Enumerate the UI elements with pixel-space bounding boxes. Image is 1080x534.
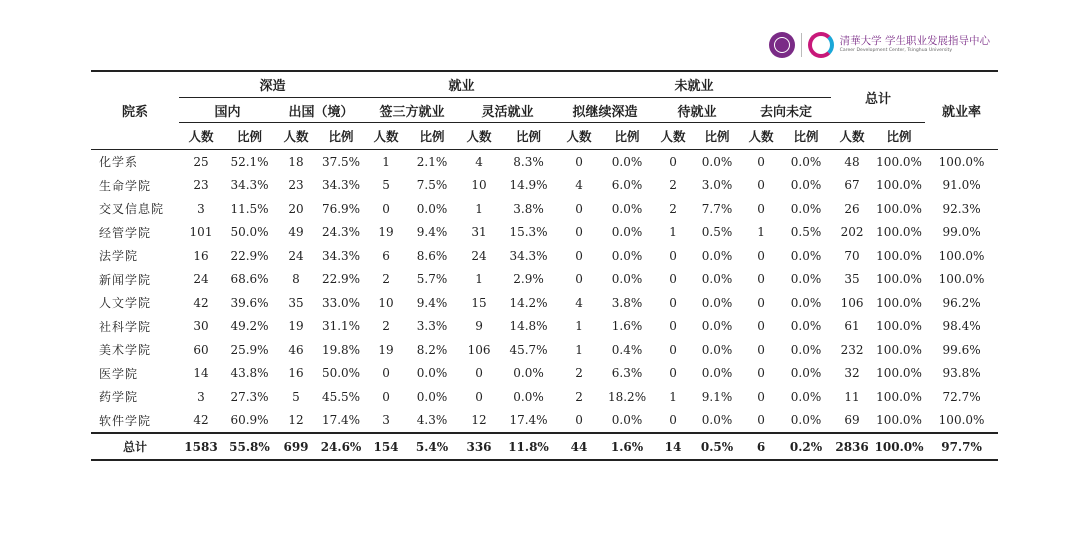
table-cell: 0 [475, 389, 483, 404]
table-cell: 9.4% [416, 295, 448, 310]
header-ratio: 比例 [704, 129, 730, 144]
table-cell: 100.0% [876, 248, 922, 263]
header-undecided: 去向未定 [741, 98, 831, 123]
table-cell: 100.0% [876, 366, 922, 381]
table-cell: 8.6% [416, 248, 448, 263]
table-cell: 3.0% [701, 178, 733, 193]
table-cell: 2.1% [416, 154, 448, 169]
dept-name: 医学院 [99, 366, 139, 381]
table-cell: 4 [475, 154, 483, 169]
table-cell: 24.3% [321, 225, 361, 240]
header-ratio: 比例 [516, 129, 542, 144]
header-count: 人数 [283, 129, 309, 144]
table-cell: 7.7% [701, 201, 733, 216]
total-cell: 1.6% [610, 439, 644, 454]
total-label: 总计 [122, 440, 147, 454]
table-cell: 9 [475, 319, 483, 334]
table-cell: 19 [378, 225, 394, 240]
table-cell: 11.5% [230, 201, 269, 216]
table-cell: 0.0% [611, 201, 643, 216]
table-cell: 100.0% [876, 178, 922, 193]
total-cell: 5.4% [415, 439, 449, 454]
table-cell: 0 [575, 201, 583, 216]
table-cell: 3.8% [513, 201, 544, 216]
dept-name: 法学院 [99, 249, 139, 264]
table-cell: 98.4% [942, 319, 981, 334]
table-cell: 8.3% [513, 154, 544, 169]
table-cell: 14.2% [509, 295, 548, 310]
table-cell: 2 [669, 201, 677, 216]
table-cell: 0.0% [790, 389, 822, 404]
header-total: 总计 [831, 71, 925, 123]
dept-name: 软件学院 [99, 413, 152, 428]
table-cell: 1 [475, 201, 483, 216]
table-cell: 19.8% [321, 342, 361, 357]
table-cell: 9.1% [701, 389, 733, 404]
table-cell: 0.0% [790, 272, 822, 287]
header-ratio: 比例 [419, 129, 445, 144]
table-cell: 100.0% [876, 225, 922, 240]
table-cell: 100.0% [938, 248, 985, 263]
table-cell: 14.8% [509, 319, 548, 334]
table-cell: 91.0% [942, 178, 981, 193]
table-cell: 22.9% [230, 248, 269, 263]
table-cell: 0.0% [701, 366, 733, 381]
dept-name: 社科学院 [99, 319, 152, 334]
table-cell: 0 [757, 154, 765, 169]
career-center-mark-icon [808, 32, 834, 58]
table-cell: 48 [844, 154, 860, 169]
table-cell: 4 [575, 295, 583, 310]
table-cell: 26 [844, 201, 860, 216]
dept-name: 经管学院 [99, 225, 152, 240]
table-cell: 18 [288, 154, 304, 169]
logo-en: Career Development Center, Tsinghua University [839, 47, 953, 53]
table-cell: 46 [288, 342, 304, 357]
table-cell: 0.0% [701, 342, 733, 357]
table-cell: 34.3% [509, 248, 548, 263]
dept-name: 新闻学院 [99, 272, 152, 287]
table-cell: 2 [575, 366, 583, 381]
table-cell: 6 [382, 248, 390, 263]
header-ratio: 比例 [236, 129, 262, 144]
table-cell: 3 [197, 201, 205, 216]
total-cell: 97.7% [941, 439, 982, 454]
table-cell: 106 [840, 295, 864, 310]
table-cell: 0.0% [416, 366, 448, 381]
table-cell: 0.0% [790, 154, 822, 169]
header-ratio: 比例 [328, 129, 354, 144]
table-cell: 6.0% [611, 178, 643, 193]
header-domestic: 国内 [179, 98, 276, 123]
table-cell: 100.0% [876, 342, 922, 357]
table-cell: 25 [193, 154, 209, 169]
table-cell: 39.6% [230, 295, 269, 310]
total-cell: 699 [283, 439, 309, 454]
table-cell: 99.6% [942, 342, 981, 357]
table-cell: 0 [575, 225, 583, 240]
table-cell: 34.3% [321, 248, 361, 263]
table-cell: 31.1% [321, 319, 361, 334]
table-cell: 3 [197, 389, 205, 404]
table-cell: 100.0% [938, 154, 985, 169]
table-cell: 24 [288, 248, 304, 263]
table-cell: 92.3% [942, 201, 981, 216]
table-cell: 0 [575, 154, 583, 169]
table-cell: 101 [189, 225, 213, 240]
header-count: 人数 [566, 129, 592, 144]
table-cell: 9.4% [416, 225, 448, 240]
table-cell: 5 [382, 178, 390, 193]
header-count: 人数 [188, 129, 214, 144]
table-cell: 70 [844, 248, 860, 263]
table-cell: 0 [382, 389, 390, 404]
table-cell: 100.0% [876, 389, 922, 404]
table-row [91, 221, 998, 245]
table-cell: 1 [669, 225, 677, 240]
table-cell: 45.7% [509, 342, 548, 357]
table-cell: 42 [193, 413, 209, 428]
table-cell: 0 [757, 201, 765, 216]
table-cell: 0 [757, 295, 765, 310]
table-cell: 19 [378, 342, 394, 357]
total-cell: 55.8% [229, 439, 270, 454]
table-cell: 2.9% [513, 272, 544, 287]
dept-name: 交叉信息院 [99, 202, 165, 217]
table-cell: 37.5% [321, 154, 361, 169]
table-cell: 0.0% [701, 319, 733, 334]
table-cell: 0.0% [701, 295, 733, 310]
header-unemployed: 未就业 [557, 71, 831, 98]
logo-zh: 清華大学 学生职业发展指导中心 [839, 35, 990, 48]
table-cell: 0.0% [790, 201, 822, 216]
table-cell: 0.0% [611, 272, 643, 287]
table-cell: 0 [757, 366, 765, 381]
header-count: 人数 [748, 129, 774, 144]
table-cell: 19 [288, 319, 304, 334]
table-cell: 68.6% [230, 272, 269, 287]
header-count: 人数 [839, 129, 865, 144]
table-cell: 0.0% [790, 295, 822, 310]
table-cell: 16 [193, 248, 209, 263]
table-row [91, 362, 998, 386]
table-row [91, 338, 998, 362]
table-cell: 31 [471, 225, 487, 240]
table-cell: 0 [669, 319, 677, 334]
table-cell: 96.2% [942, 295, 981, 310]
table-cell: 33.0% [321, 295, 361, 310]
table-cell: 0.0% [790, 248, 822, 263]
dept-name: 美术学院 [99, 343, 152, 358]
table-cell: 0 [575, 248, 583, 263]
table-cell: 14.9% [509, 178, 548, 193]
table-cell: 100.0% [938, 272, 985, 287]
table-row [91, 197, 998, 221]
table-cell: 50.0% [321, 366, 361, 381]
table-cell: 5 [292, 389, 300, 404]
table-cell: 6.3% [611, 366, 643, 381]
table-cell: 0.0% [790, 342, 822, 357]
header-abroad: 出国（境） [276, 98, 366, 123]
table-cell: 0 [757, 319, 765, 334]
total-cell: 100.0% [874, 439, 924, 454]
table-cell: 1 [382, 154, 390, 169]
table-cell: 49.2% [230, 319, 269, 334]
table-cell: 0.0% [790, 178, 822, 193]
table-cell: 35 [844, 272, 860, 287]
table-cell: 0 [757, 178, 765, 193]
table-cell: 22.9% [321, 272, 361, 287]
logo-divider [801, 33, 802, 57]
table-cell: 42 [193, 295, 209, 310]
header-further-study: 深造 [179, 71, 366, 98]
total-cell: 11.8% [508, 439, 549, 454]
table-cell: 7.5% [416, 178, 448, 193]
table-cell: 34.3% [230, 178, 269, 193]
table-cell: 0.0% [701, 413, 733, 428]
table-cell: 18.2% [607, 389, 647, 404]
table-cell: 50.0% [230, 225, 269, 240]
table-row [91, 244, 998, 268]
table-cell: 69 [844, 413, 860, 428]
total-cell: 154 [373, 439, 399, 454]
table-cell: 100.0% [876, 154, 922, 169]
table-cell: 0.0% [611, 248, 643, 263]
dept-name: 药学院 [99, 390, 139, 405]
table-cell: 0.0% [701, 154, 733, 169]
logo-text [840, 36, 990, 53]
header-plan-study: 拟继续深造 [557, 98, 653, 123]
header-rate: 就业率 [925, 71, 998, 150]
table-cell: 32 [844, 366, 860, 381]
header-ratio: 比例 [614, 129, 640, 144]
table-cell: 0 [757, 413, 765, 428]
table-cell: 25.9% [230, 342, 269, 357]
table-cell: 0 [575, 413, 583, 428]
total-cell: 0.5% [700, 439, 734, 454]
dept-name: 人文学院 [99, 296, 152, 311]
table-cell: 0 [382, 366, 390, 381]
table-cell: 0 [575, 272, 583, 287]
table-cell: 0.5% [790, 225, 822, 240]
table-cell: 0.0% [790, 319, 822, 334]
table-cell: 15 [471, 295, 487, 310]
table-cell: 0 [382, 201, 390, 216]
table-cell: 3 [382, 413, 390, 428]
header-contract: 签三方就业 [366, 98, 458, 123]
table-cell: 3.8% [611, 295, 643, 310]
table-cell: 24 [471, 248, 487, 263]
table-cell: 45.5% [321, 389, 361, 404]
table-row [91, 315, 998, 339]
table-cell: 23 [288, 178, 304, 193]
header-ratio: 比例 [793, 129, 819, 144]
table-cell: 232 [840, 342, 864, 357]
table-cell: 1 [575, 342, 583, 357]
table-row [91, 174, 998, 198]
table-row [91, 409, 998, 434]
table-cell: 100.0% [876, 201, 922, 216]
table-cell: 0 [757, 272, 765, 287]
dept-name: 化学系 [99, 155, 139, 170]
table-cell: 60 [193, 342, 209, 357]
total-row [91, 433, 998, 460]
table-cell: 12 [471, 413, 487, 428]
table-cell: 17.4% [321, 413, 361, 428]
table-cell: 1 [669, 389, 677, 404]
table-cell: 100.0% [876, 272, 922, 287]
total-cell: 336 [466, 439, 492, 454]
logo [769, 32, 990, 58]
table-cell: 10 [378, 295, 394, 310]
table-cell: 0 [669, 342, 677, 357]
table-cell: 34.3% [321, 178, 361, 193]
header-dept: 院系 [91, 71, 179, 150]
header-count: 人数 [373, 129, 399, 144]
table-cell: 0.0% [611, 225, 643, 240]
university-seal-icon [769, 32, 795, 58]
table-cell: 100.0% [876, 319, 922, 334]
table-cell: 10 [471, 178, 487, 193]
table-row [91, 385, 998, 409]
table-cell: 2 [575, 389, 583, 404]
table-cell: 2 [382, 272, 390, 287]
table-cell: 60.9% [230, 413, 269, 428]
table-cell: 12 [288, 413, 304, 428]
total-cell: 44 [570, 439, 588, 454]
table-row [91, 150, 998, 174]
table-cell: 0.0% [701, 272, 733, 287]
table-cell: 0.0% [513, 366, 544, 381]
table-cell: 3.3% [416, 319, 448, 334]
table-cell: 0 [669, 248, 677, 263]
table-cell: 0.0% [416, 201, 448, 216]
header-employed: 就业 [366, 71, 557, 98]
table-cell: 0 [669, 295, 677, 310]
table-cell: 1 [575, 319, 583, 334]
total-cell: 24.6% [320, 439, 362, 454]
total-cell: 6 [756, 439, 766, 454]
table-cell: 15.3% [509, 225, 548, 240]
table-cell: 0.0% [790, 366, 822, 381]
table-cell: 8.2% [416, 342, 448, 357]
table-cell: 0 [669, 154, 677, 169]
table-cell: 0 [757, 248, 765, 263]
dept-name: 生命学院 [99, 178, 152, 193]
table-cell: 17.4% [509, 413, 548, 428]
table-cell: 100.0% [876, 295, 922, 310]
table-cell: 0.5% [701, 225, 733, 240]
table-cell: 11 [844, 389, 860, 404]
table-cell: 93.8% [942, 366, 981, 381]
table-cell: 61 [844, 319, 860, 334]
table-cell: 0.4% [611, 342, 643, 357]
table-cell: 67 [844, 178, 860, 193]
table-cell: 5.7% [416, 272, 448, 287]
table-cell: 0 [669, 366, 677, 381]
table-cell: 8 [292, 272, 300, 287]
table-cell: 16 [288, 366, 304, 381]
total-cell: 0.2% [789, 439, 823, 454]
table-cell: 0.0% [416, 389, 448, 404]
table-cell: 1 [757, 225, 765, 240]
table-cell: 0 [757, 389, 765, 404]
total-cell: 2836 [835, 439, 869, 454]
employment-table [91, 70, 998, 461]
header-ratio: 比例 [886, 129, 912, 144]
total-cell: 14 [664, 439, 682, 454]
table-cell: 0.0% [790, 413, 822, 428]
table-cell: 30 [193, 319, 209, 334]
table-cell: 0.0% [701, 248, 733, 263]
table-cell: 0 [669, 272, 677, 287]
table-cell: 4 [575, 178, 583, 193]
table-row [91, 268, 998, 292]
table-cell: 72.7% [942, 389, 981, 404]
table-cell: 0.0% [513, 389, 544, 404]
table-row [91, 291, 998, 315]
table-cell: 100.0% [938, 413, 985, 428]
header-waiting: 待就业 [653, 98, 741, 123]
table-cell: 2 [382, 319, 390, 334]
table-cell: 0 [669, 413, 677, 428]
table-cell: 4.3% [416, 413, 448, 428]
header-flexible: 灵活就业 [458, 98, 557, 123]
table-cell: 76.9% [321, 201, 361, 216]
table-cell: 24 [193, 272, 209, 287]
header-count: 人数 [660, 129, 686, 144]
table-cell: 100.0% [876, 413, 922, 428]
table-cell: 35 [288, 295, 304, 310]
table-cell: 14 [193, 366, 209, 381]
table-cell: 43.8% [230, 366, 269, 381]
table-cell: 27.3% [230, 389, 269, 404]
table-cell: 52.1% [230, 154, 269, 169]
table-cell: 2 [669, 178, 677, 193]
total-cell: 1583 [184, 439, 218, 454]
table-cell: 0.0% [611, 154, 643, 169]
header-count: 人数 [466, 129, 492, 144]
table-cell: 0 [475, 366, 483, 381]
table-cell: 1.6% [611, 319, 643, 334]
table-cell: 106 [467, 342, 491, 357]
table-cell: 0 [757, 342, 765, 357]
table-cell: 20 [288, 201, 304, 216]
table-cell: 99.0% [942, 225, 981, 240]
table-cell: 0.0% [611, 413, 643, 428]
table-cell: 1 [475, 272, 483, 287]
table-cell: 202 [840, 225, 864, 240]
table-cell: 49 [288, 225, 304, 240]
table-cell: 23 [193, 178, 209, 193]
